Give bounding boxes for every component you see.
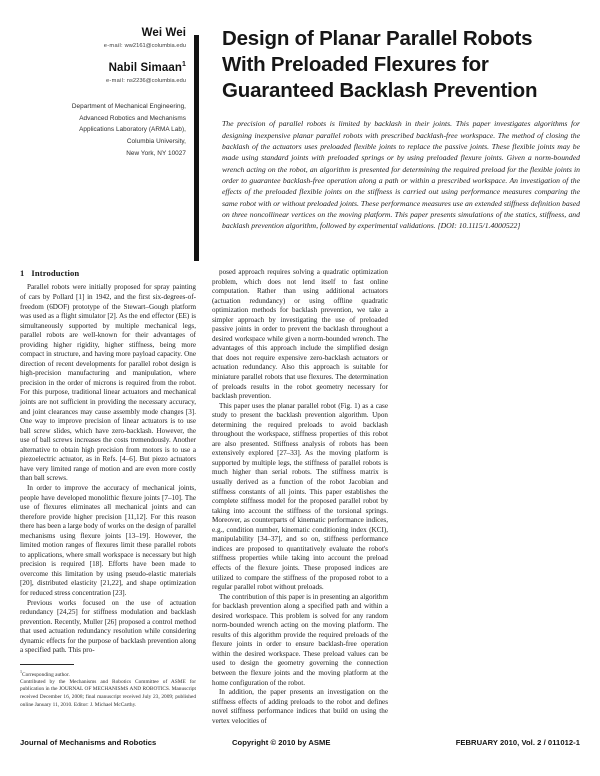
author-name-text: Nabil Simaan bbox=[108, 61, 182, 74]
author-email bbox=[14, 43, 186, 49]
affiliation-line: New York, NY 10027 bbox=[126, 150, 186, 158]
author-name bbox=[14, 26, 186, 40]
footnote-corresponding bbox=[20, 669, 196, 679]
doi-text: [DOI: 10.1115/1.4000522] bbox=[437, 221, 521, 231]
affiliation-line: Columbia University, bbox=[126, 138, 186, 146]
footnote-divider bbox=[20, 664, 74, 665]
author-name-text: Wei Wei bbox=[141, 27, 186, 39]
paragraph: Parallel robots were initially proposed for spray painting of cars by Pollard [1] in 1942, and the first six-degrees-of-freedom (6DOF) prototype of the Stewart–Gough platform was used as a flight simulator [2]. As the end effector (EE) is simultaneously supported by multiple mechanical legs, parallel robots are well-known for their advantages of providing higher rigidity, higher stiffness, being more compact in structure, and having more payload capacity. One direction of recent developments for parallel robot design is high-precision manufacturing and manipulation, where precision in the order of microns is required from the robot. For this purpose, traditional linear actuators and mechanical joints are not sufficient in providing the necessary accuracy, and joint clearances may cause assembly mode changes [3]. One way to improve precision of linear actuators is to use ball screw slides, which have zero-backlash. However, the use of ball screws increases the costs tremendously. Another alternative to obtain high precision from motors is to use a piezoelectric actuator, as in Refs. [4–6]. But piezo actuators have very limited range of motion and are even more costly than ball screws. bbox=[20, 283, 196, 483]
email-label: e-mail: bbox=[105, 77, 126, 84]
column-left bbox=[20, 268, 196, 656]
footnote-block bbox=[20, 664, 196, 709]
footnote-corresponding-text: Corresponding author. bbox=[22, 671, 70, 678]
paragraph: In order to improve the accuracy of mechanical joints, people have developed monolithic flexure joints [7–10]. The use of flexures eliminates all mechanical joints and can therefore provide higher precision [11,12]. For this reason there has been a large body of works on the design of parallel mechanisms using flexure joints [13–19]. However, the limited motion ranges of flexures limit these parallel robots to applications, where small workspace is necessary but high precision is required [18]. Efforts have been made to overcome this limitation by using pseudo-elastic materials [20], distributed elasticity [21,22], and shape optimization for reduced stress concentration [23]. bbox=[20, 483, 196, 597]
page-footer bbox=[0, 738, 600, 752]
author-entry-1 bbox=[14, 26, 186, 49]
paragraph: The contribution of this paper is in presenting an algorithm for backlash prevention along a specified path and within a desired workspace. This problem is solved for any random norm-bounded wrench acting on the moving platform. The results of this algorithm provide the required preloads of the flexure joints in order to ensure backlash-free operation within the desired workspace. These preload values can be used to design the geometry governing the connection between the flexure joints and the moving platform at the home configuration of the robot. bbox=[212, 592, 388, 687]
section-number: 1 bbox=[20, 268, 25, 278]
affiliation-line: Department of Mechanical Engineering, bbox=[71, 102, 186, 110]
footer-issue: FEBRUARY 2010, Vol. 2 / 011012-1 bbox=[455, 738, 580, 747]
author-email bbox=[14, 78, 186, 84]
header-vertical-rule bbox=[194, 35, 199, 261]
abstract-text: The precision of parallel robots is limited by backlash in their joints. This paper investigates algorithms for designing inexpensive planar parallel robots with prescribed backlash-free workspace. The method of closing the backlash of the actuators uses preloaded flexible joints to replace the passive joints. These flexible joints may be made using standard joints with preloaded springs or by using preloaded flexure joints. Given a norm-bounded wrench acting on the robot, an algorithm is presented for determining the required preload for the flexible joints in order to guarantee backlash-free operation along a path or within a prescribed workspace. An investigation of the effects of the preloaded flexible joints on the stiffness is carried out using performance measures comparing the same robot with or without preloaded joints. These performance measures use an extended stiffness definition based on three noncollinear vertices on the moving platform. This paper presents simulations of the statics, stiffness, and backlash prevention algorithm, followed by experimental validations. bbox=[222, 119, 580, 231]
affiliation-line: Applications Laboratory (ARMA Lab), bbox=[79, 126, 186, 134]
section-title: Introduction bbox=[31, 268, 80, 278]
page-title: Design of Planar Parallel Robots With Preloaded Flexures for Guaranteed Backlash Prevention bbox=[222, 27, 538, 102]
paragraph: posed approach requires solving a quadratic optimization problem, which does not lend itself to fast online computation. Rather than using additional actuators (actuation redundancy) or using offline quadratic optimization methods for backlash prevention, we take a simpler approach by investigating the use of preloaded passive joints in order to prevent the backlash throughout a desired workspace while given a norm-bounded wrench. The advantages of this approach include the simplified design that does not require expensive zero-backlash actuators or actuation redundancy. Also this approach is suitable for miniature parallel robots that use flexures. The determination of preloads results in the robot geometry necessary for backlash prevention. bbox=[212, 268, 388, 401]
author-block bbox=[14, 26, 186, 160]
author-footnote-marker: 1 bbox=[182, 61, 186, 69]
paper-header bbox=[0, 26, 600, 262]
affiliation-line: Advanced Robotics and Mechanisms bbox=[79, 114, 186, 122]
email-address[interactable]: ns2236@columbia.edu bbox=[126, 77, 186, 84]
footnote-contribution bbox=[20, 679, 196, 709]
title-abstract-block bbox=[222, 26, 580, 232]
section-heading bbox=[20, 268, 196, 279]
footer-journal: Journal of Mechanisms and Robotics bbox=[20, 738, 157, 747]
footnote-marker: 1 bbox=[20, 668, 22, 674]
paragraph: In addition, the paper presents an investigation on the stiffness effects of adding preloads to the robot and defines novel stiffness performance indices that build on using the vertex velocities of bbox=[212, 688, 388, 725]
affiliation-block bbox=[14, 101, 186, 160]
footer-copyright: Copyright © 2010 by ASME bbox=[232, 738, 331, 747]
column-right bbox=[212, 268, 388, 726]
paragraph: This paper uses the planar parallel robot (Fig. 1) as a case study to present the backlash prevention algorithm. Upon determining the required preloads to avoid backlash throughout the workspace, stiffness properties of this robot are also presented. Stiffness analysis of robots has been extensively explored [27–33]. As the moving platform is supported by multiple legs, the stiffness of parallel robots is much higher than serial robots. The stiffness matrix is usually derived as a function of the robot Jacobian and stiffness constants of all joints. This paper establishes the complete stiffness model for the proposed parallel robot by taking into account the stiffness of the torsional springs. Moreover, as counterparts of kinematic performance indices, e.g., condition number, kinematic conditioning index (KCI), manipulability [34–37], and so on, stiffness performance indices are proposed to quantitatively evaluate the robot's stiffness properties while taking into account the preload effects of the flexure joints. These proposed indices are utilized to compare the stiffness of the proposed robot to a regular parallel robot without preloads. bbox=[212, 401, 388, 592]
paragraph: Previous works focused on the use of actuation redundancy [24,25] for stiffness modulation and backlash prevention. Recently, Muller [26] proposed a control method that used actuation redundancy resolution while considering dynamic effects for the purpose of backlash prevention along a specified path. This pro- bbox=[20, 598, 196, 655]
email-label: e-mail: bbox=[103, 42, 123, 49]
abstract bbox=[222, 118, 580, 231]
footnote-contribution-text: Contributed by the Mechanisms and Robotics Committee of ASME for publication in the JOURNAL OF MECHANISMS AND ROBOTICS. Manuscript received December 16, 2008; final manuscript received July 23, 2009; published online January 11, 2010. Editor: J. Michael McCarthy. bbox=[20, 678, 196, 708]
author-name bbox=[14, 61, 186, 75]
author-entry-2 bbox=[14, 61, 186, 84]
email-address[interactable]: ww2161@columbia.edu bbox=[124, 42, 186, 49]
